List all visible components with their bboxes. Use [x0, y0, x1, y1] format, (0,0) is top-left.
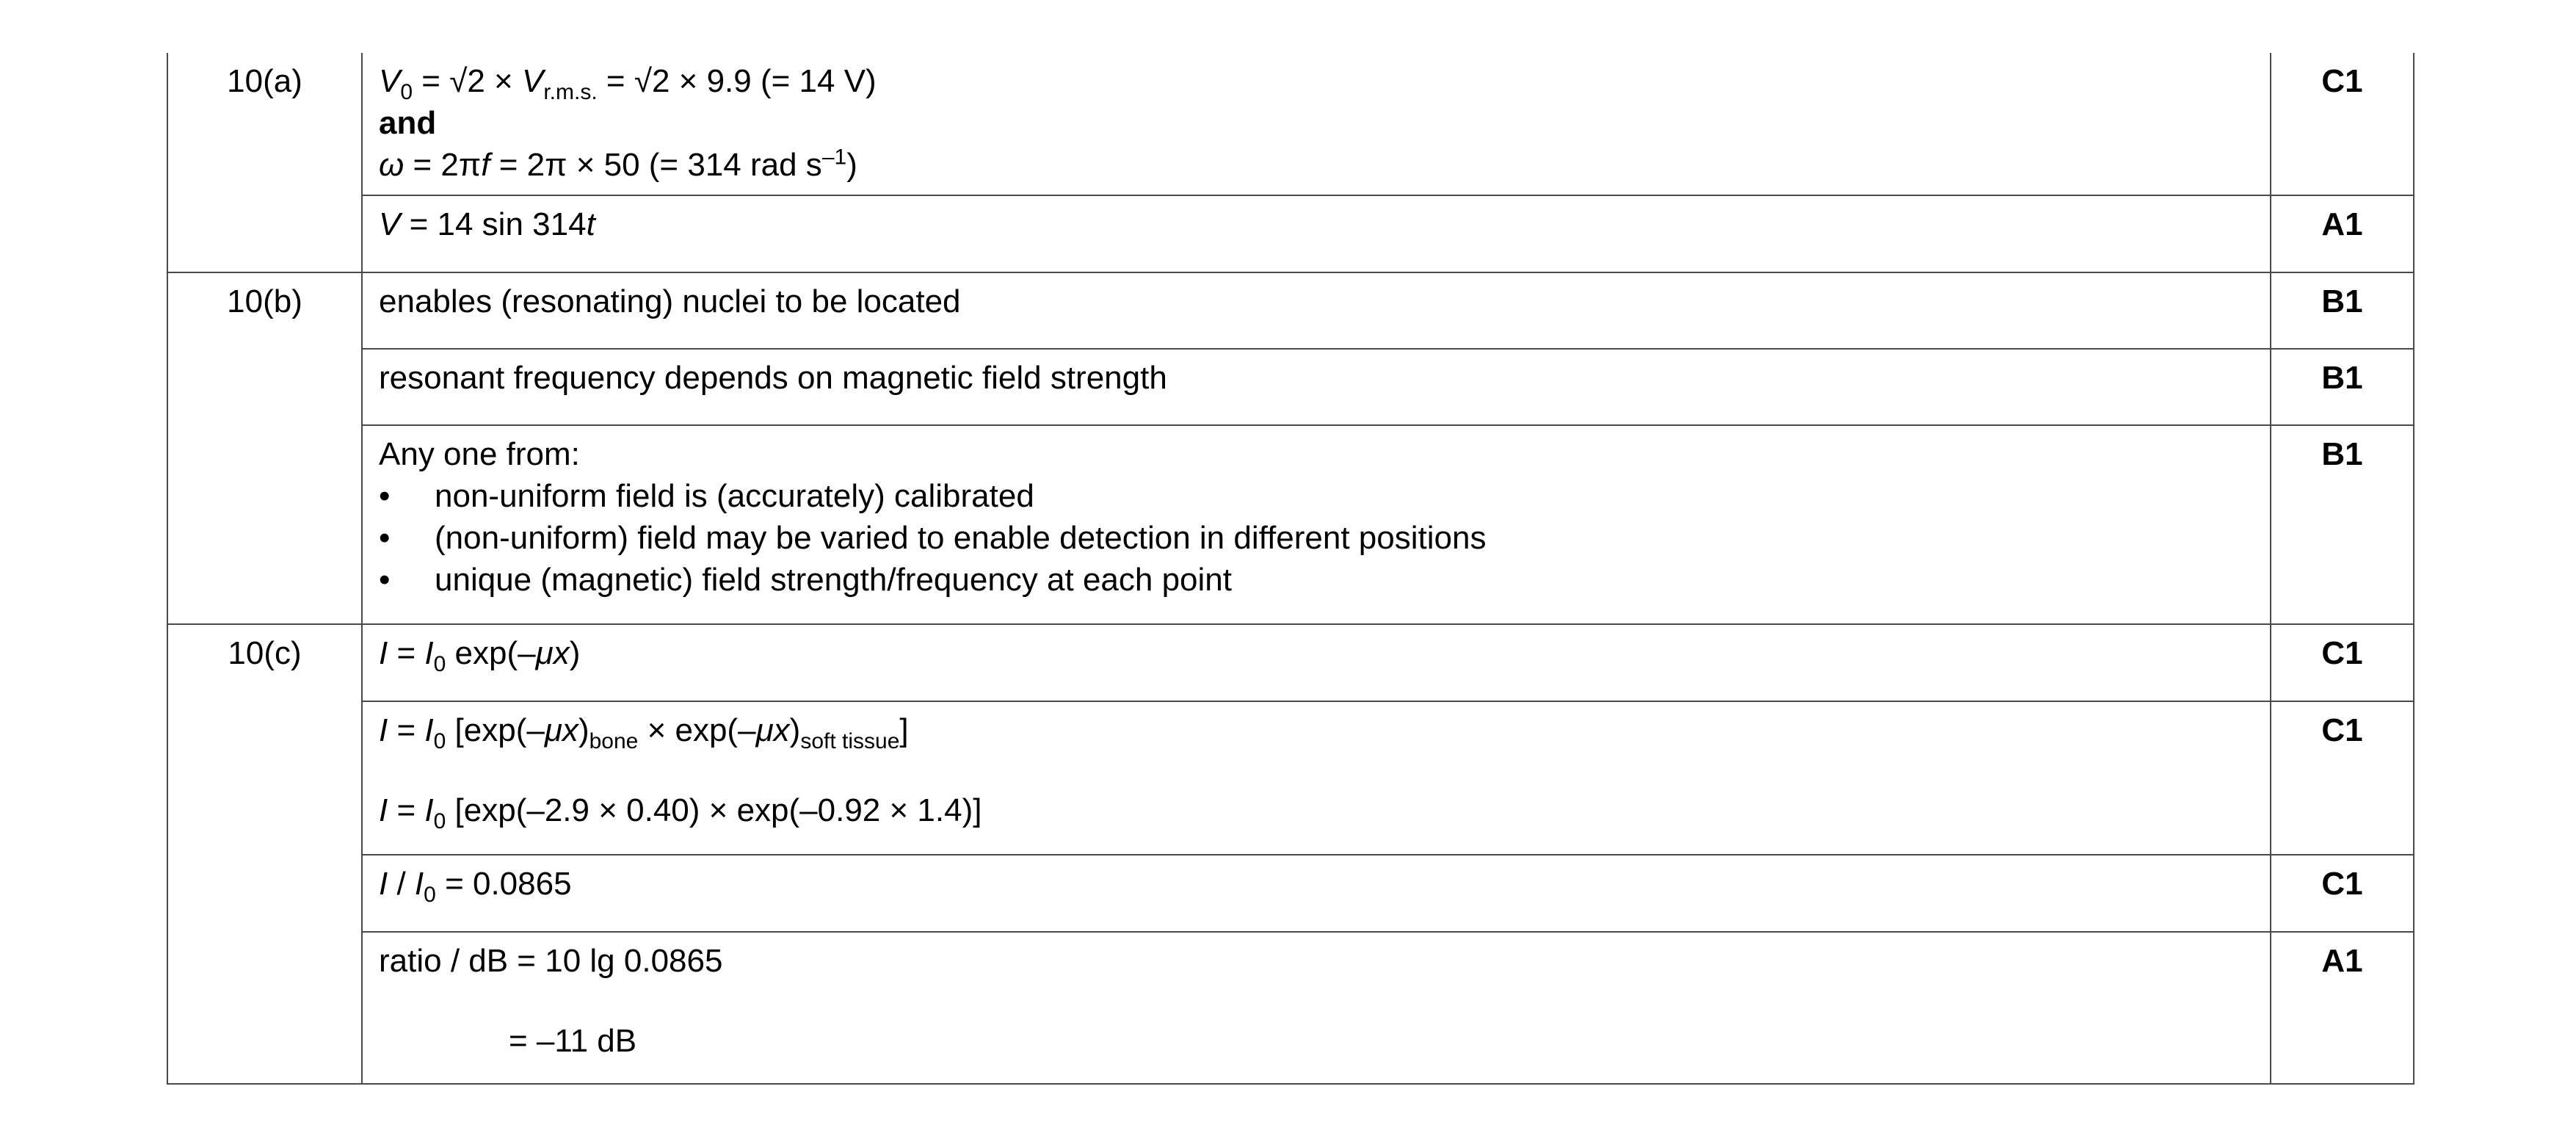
answer-line: ratio / dB = 10 lg 0.0865 [379, 943, 723, 979]
answer-cell [362, 855, 2271, 932]
table-row [167, 624, 2414, 701]
answer-cell [362, 349, 2271, 425]
mark-cell: B1 [2271, 349, 2414, 425]
answer-cell [362, 53, 2271, 195]
table-row [167, 349, 2414, 425]
answer-line: $I = I_0$ $[\exp(-\mu x)_{bone} \times \exp(-\mu x)_{soft tissue}]$ [379, 712, 909, 753]
bullet-item: • unique (magnetic) field strength/frequency at each point [379, 559, 2254, 601]
answer-line: ω = 2πf = 2π × 50 (= 314 rad $s^{-1}$) [379, 145, 857, 183]
answer-cell [362, 701, 2271, 855]
mark-cell: B1 [2271, 272, 2414, 349]
answer-line: and [379, 105, 437, 141]
mark-cell: B1 [2271, 425, 2414, 624]
table-row [167, 855, 2414, 932]
table-row [167, 425, 2414, 624]
spacer [379, 982, 2254, 1020]
answer-line: Any one from: [379, 436, 580, 472]
answer-cell [362, 425, 2271, 624]
table-row [167, 272, 2414, 349]
question-number: 10(c) [167, 624, 362, 1084]
mark-cell: C1 [2271, 53, 2414, 195]
mark-cell: C1 [2271, 624, 2414, 701]
answer-line: $I = I_0$ exp(–μx) [379, 635, 581, 676]
answer-line: enables (resonating) nuclei to be located [379, 283, 961, 319]
answer-line: $I / I_0 = 0.0865$ [379, 866, 572, 907]
answer-cell [362, 932, 2271, 1084]
answer-line: = –11 dB [509, 1023, 637, 1059]
bullet-item: • (non-uniform) field may be varied to enable detection in different positions [379, 517, 2254, 559]
answer-line: $I = I_0$ [exp(–2.9 × 0.40) × exp(–0.92 × 1.4)] [379, 792, 982, 833]
mark-cell: C1 [2271, 701, 2414, 855]
answer-line: $V_0 = √2 \times V_{r.m.s.} = √2 \times 9.9$ (= 14 V) [379, 63, 877, 104]
question-number: 10(a) [167, 53, 362, 272]
answer-line: V = 14 sin 314t [379, 206, 595, 242]
table-row [167, 195, 2414, 272]
answer-cell [362, 195, 2271, 272]
mark-cell: A1 [2271, 932, 2414, 1084]
answer-cell [362, 272, 2271, 349]
answer-line: resonant frequency depends on magnetic field strength [379, 360, 1167, 396]
mark-scheme-table [167, 53, 2414, 1085]
question-number: 10(b) [167, 272, 362, 624]
table-row [167, 701, 2414, 855]
bullet-item: • non-uniform field is (accurately) calibrated [379, 475, 2254, 517]
mark-cell: C1 [2271, 855, 2414, 932]
mark-cell: A1 [2271, 195, 2414, 272]
table-row [167, 932, 2414, 1084]
answer-cell [362, 624, 2271, 701]
table-row [167, 53, 2414, 195]
spacer [379, 751, 2254, 789]
